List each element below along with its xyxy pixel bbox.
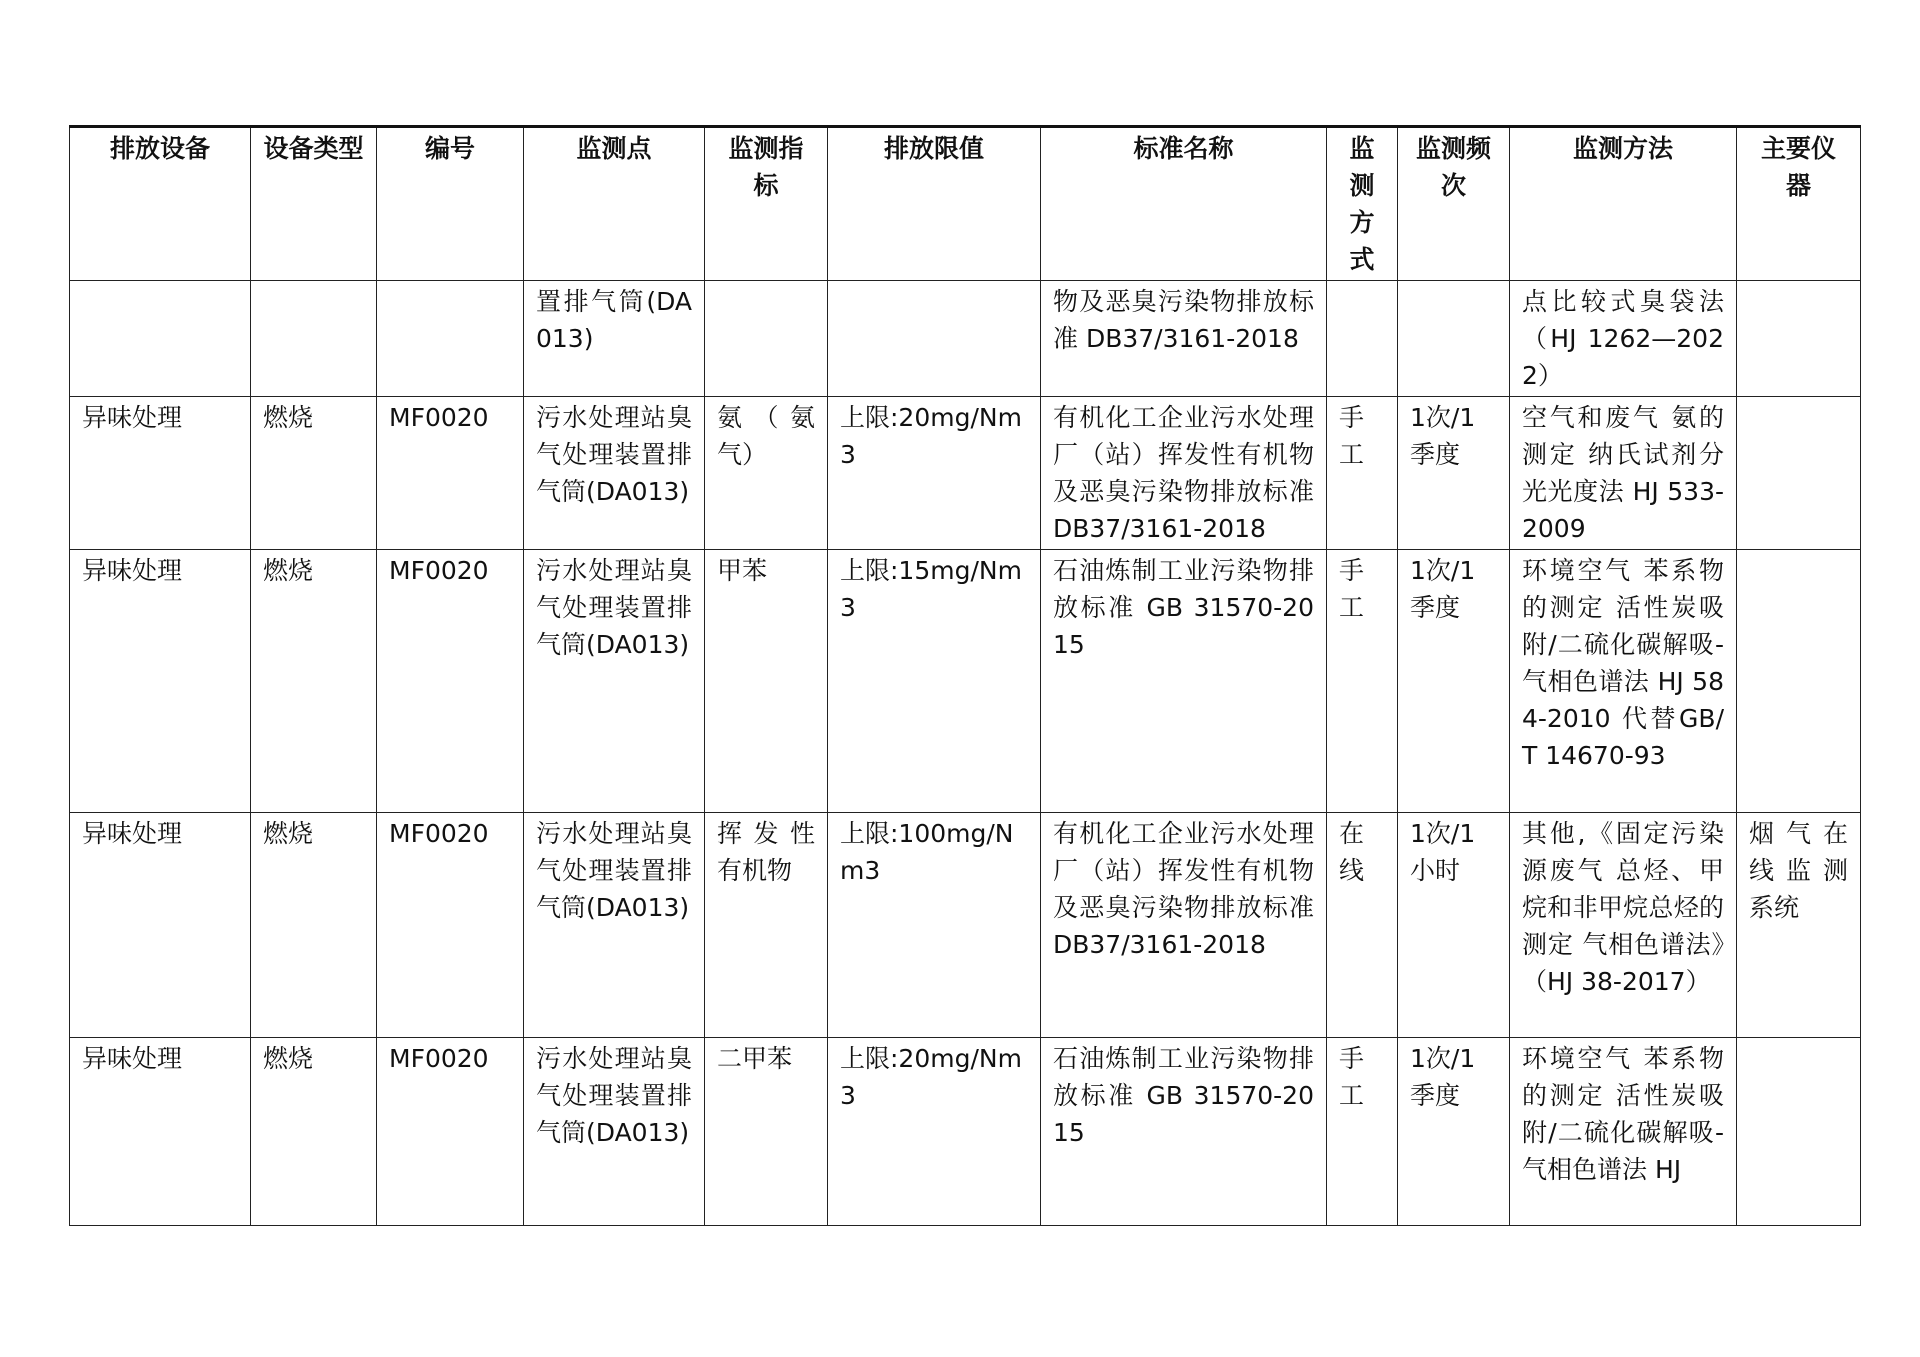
cell-type: 燃烧 (251, 550, 377, 813)
table-header-row (70, 127, 1861, 281)
cell-mode: 在线 (1327, 813, 1398, 1038)
cell-method: 点比较式臭袋法（HJ 1262—2022） (1510, 281, 1737, 397)
cell-point: 置排气筒(DA013) (524, 281, 705, 397)
table-row (70, 281, 1861, 397)
monitoring-table (69, 125, 1861, 1226)
cell-indicator: 二甲苯 (705, 1038, 828, 1226)
cell-type: 燃烧 (251, 397, 377, 550)
cell-equipment (70, 281, 251, 397)
cell-indicator: 挥发性有机物 (705, 813, 828, 1038)
cell-indicator: 甲苯 (705, 550, 828, 813)
header-cell: 排放设备 (70, 127, 251, 281)
cell-instrument (1737, 550, 1861, 813)
header-cell: 监测频次 (1398, 127, 1510, 281)
cell-mode (1327, 281, 1398, 397)
header-cell: 监测指标 (705, 127, 828, 281)
cell-limit: 上限:15mg/Nm3 (828, 550, 1041, 813)
cell-frequency: 1次/1季度 (1398, 397, 1510, 550)
cell-type: 燃烧 (251, 813, 377, 1038)
header-cell: 编号 (377, 127, 524, 281)
cell-equipment: 异味处理 (70, 1038, 251, 1226)
cell-instrument: 烟气在线监测系统 (1737, 813, 1861, 1038)
table-row (70, 550, 1861, 813)
cell-frequency: 1次/1季度 (1398, 550, 1510, 813)
header-cell: 监测方法 (1510, 127, 1737, 281)
cell-frequency (1398, 281, 1510, 397)
cell-method: 其他,《固定污染源废气 总烃、甲烷和非甲烷总烃的测定 气相色谱法》（HJ 38-2017） (1510, 813, 1737, 1038)
cell-standard: 石油炼制工业污染物排放标准 GB 31570-2015 (1041, 550, 1327, 813)
table-row (70, 397, 1861, 550)
cell-frequency: 1次/1小时 (1398, 813, 1510, 1038)
header-cell: 主要仪器 (1737, 127, 1861, 281)
cell-limit: 上限:20mg/Nm3 (828, 1038, 1041, 1226)
cell-instrument (1737, 281, 1861, 397)
cell-code (377, 281, 524, 397)
cell-standard: 有机化工企业污水处理厂（站）挥发性有机物及恶臭污染物排放标准 DB37/3161-2018 (1041, 813, 1327, 1038)
cell-indicator (705, 281, 828, 397)
header-cell: 排放限值 (828, 127, 1041, 281)
cell-limit (828, 281, 1041, 397)
cell-standard: 有机化工企业污水处理厂（站）挥发性有机物及恶臭污染物排放标准 DB37/3161-2018 (1041, 397, 1327, 550)
cell-type: 燃烧 (251, 1038, 377, 1226)
cell-mode: 手工 (1327, 1038, 1398, 1226)
cell-code: MF0020 (377, 550, 524, 813)
cell-equipment: 异味处理 (70, 550, 251, 813)
cell-point: 污水处理站臭气处理装置排气筒(DA013) (524, 397, 705, 550)
cell-point: 污水处理站臭气处理装置排气筒(DA013) (524, 1038, 705, 1226)
cell-instrument (1737, 1038, 1861, 1226)
cell-code: MF0020 (377, 813, 524, 1038)
cell-standard: 物及恶臭污染物排放标准 DB37/3161-2018 (1041, 281, 1327, 397)
header-cell: 标准名称 (1041, 127, 1327, 281)
cell-method: 环境空气 苯系物的测定 活性炭吸附/二硫化碳解吸-气相色谱法 HJ (1510, 1038, 1737, 1226)
cell-standard: 石油炼制工业污染物排放标准 GB 31570-2015 (1041, 1038, 1327, 1226)
cell-point: 污水处理站臭气处理装置排气筒(DA013) (524, 550, 705, 813)
header-cell: 设备类型 (251, 127, 377, 281)
cell-frequency: 1次/1季度 (1398, 1038, 1510, 1226)
cell-limit: 上限:20mg/Nm3 (828, 397, 1041, 550)
cell-equipment: 异味处理 (70, 813, 251, 1038)
cell-instrument (1737, 397, 1861, 550)
cell-code: MF0020 (377, 397, 524, 550)
header-cell: 监测方式 (1327, 127, 1398, 281)
cell-mode: 手工 (1327, 397, 1398, 550)
cell-method: 空气和废气 氨的测定 纳氏试剂分光光度法 HJ 533-2009 (1510, 397, 1737, 550)
cell-method: 环境空气 苯系物的测定 活性炭吸附/二硫化碳解吸-气相色谱法 HJ 584-2010 代替GB/T 14670-93 (1510, 550, 1737, 813)
cell-mode: 手工 (1327, 550, 1398, 813)
header-cell: 监测点 (524, 127, 705, 281)
cell-equipment: 异味处理 (70, 397, 251, 550)
cell-point: 污水处理站臭气处理装置排气筒(DA013) (524, 813, 705, 1038)
cell-code: MF0020 (377, 1038, 524, 1226)
cell-limit: 上限:100mg/Nm3 (828, 813, 1041, 1038)
table-row (70, 813, 1861, 1038)
cell-type (251, 281, 377, 397)
table-row (70, 1038, 1861, 1226)
cell-indicator: 氨（氨气） (705, 397, 828, 550)
